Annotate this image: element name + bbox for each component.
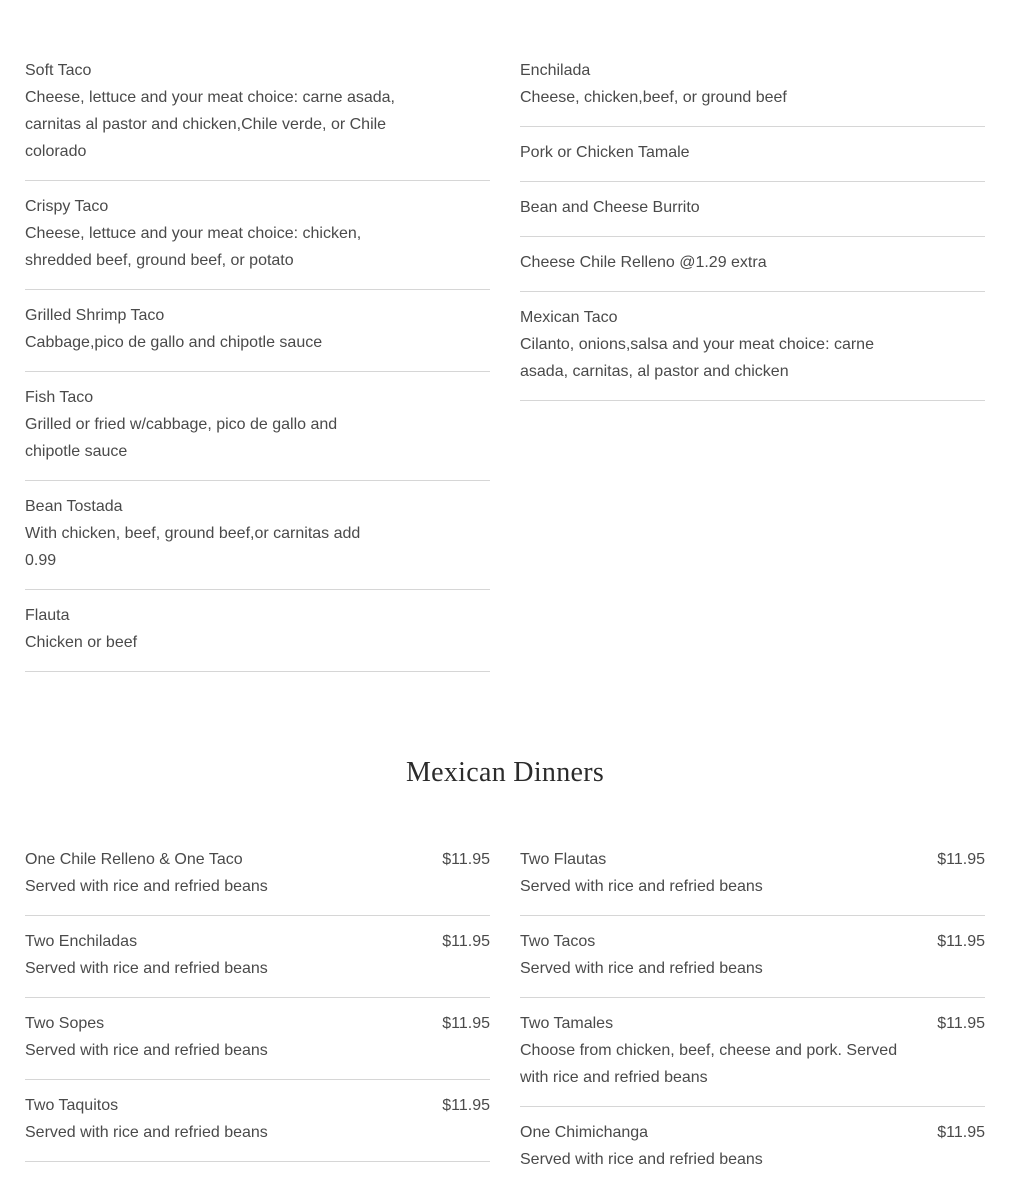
dinners-left-column — [25, 834, 490, 1188]
item-description: Cabbage,pico de gallo and chipotle sauce — [25, 334, 323, 351]
dinner-item-chile-relleno-taco — [25, 834, 490, 916]
item-name: One Chimichanga — [520, 1124, 649, 1141]
menu-item-enchilada — [520, 45, 985, 127]
dinner-item-two-tamales — [520, 998, 985, 1107]
item-name: Grilled Shrimp Taco — [25, 307, 165, 324]
item-price: $11.95 — [442, 1015, 490, 1032]
item-price: $11.95 — [937, 1124, 985, 1141]
menu-item-flauta — [25, 590, 490, 672]
right-column — [520, 45, 985, 672]
item-price: $11.95 — [442, 851, 490, 868]
item-name: Flauta — [25, 607, 70, 624]
menu-item-crispy-taco — [25, 181, 490, 290]
item-name: Two Tacos — [520, 933, 596, 950]
item-description: Served with rice and refried beans — [520, 878, 763, 895]
item-description: Served with rice and refried beans — [25, 878, 268, 895]
menu-item-chile-relleno — [520, 237, 985, 292]
item-description: Served with rice and refried beans — [25, 1124, 268, 1141]
item-name: Bean Tostada — [25, 498, 123, 515]
a-la-carte-grid — [25, 45, 985, 672]
item-name: Fish Taco — [25, 389, 94, 406]
item-name: Mexican Taco — [520, 309, 618, 326]
item-name: Two Taquitos — [25, 1097, 119, 1114]
menu-item-soft-taco — [25, 45, 490, 181]
menu-item-fish-taco — [25, 372, 490, 481]
dinner-item-two-taquitos — [25, 1080, 490, 1162]
dinner-item-one-chimichanga — [520, 1107, 985, 1188]
dinner-item-two-tacos — [520, 916, 985, 998]
item-name: Two Enchiladas — [25, 933, 138, 950]
item-description: Cheese, lettuce and your meat choice: carne asada, carnitas al pastor and chicken,Chile verde, or Chile colorado — [25, 89, 395, 160]
dinner-item-two-sopes — [25, 998, 490, 1080]
item-name: Enchilada — [520, 62, 591, 79]
dinner-item-two-enchiladas — [25, 916, 490, 998]
item-description: Served with rice and refried beans — [520, 960, 763, 977]
item-description: Cheese, lettuce and your meat choice: chicken, shredded beef, ground beef, or potato — [25, 225, 362, 269]
item-description: With chicken, beef, ground beef,or carnitas add 0.99 — [25, 525, 361, 569]
item-name: One Chile Relleno & One Taco — [25, 851, 243, 868]
dinners-right-column — [520, 834, 985, 1188]
item-description: Grilled or fried w/cabbage, pico de gallo and chipotle sauce — [25, 416, 338, 460]
item-description: Choose from chicken, beef, cheese and pork. Served with rice and refried beans — [520, 1042, 898, 1086]
item-name: Soft Taco — [25, 62, 92, 79]
menu-item-tamale — [520, 127, 985, 182]
section-title-mexican-dinners: Mexican Dinners — [405, 757, 605, 788]
item-name: Two Sopes — [25, 1015, 105, 1032]
item-price: $11.95 — [937, 933, 985, 950]
item-description: Served with rice and refried beans — [25, 960, 268, 977]
item-name: Two Tamales — [520, 1015, 614, 1032]
item-name: Crispy Taco — [25, 198, 109, 215]
menu-item-grilled-shrimp-taco — [25, 290, 490, 372]
left-column — [25, 45, 490, 672]
item-price: $11.95 — [937, 1015, 985, 1032]
item-price: $11.95 — [442, 1097, 490, 1114]
menu-item-bean-cheese-burrito — [520, 182, 985, 237]
mexican-dinners-grid — [25, 834, 985, 1188]
item-description: Served with rice and refried beans — [25, 1042, 268, 1059]
item-name: Cheese Chile Relleno @1.29 extra — [520, 254, 767, 271]
item-price: $11.95 — [442, 933, 490, 950]
item-description: Chicken or beef — [25, 634, 138, 651]
item-description: Cheese, chicken,beef, or ground beef — [520, 89, 787, 106]
item-price: $11.95 — [937, 851, 985, 868]
dinner-item-two-flautas — [520, 834, 985, 916]
item-name: Bean and Cheese Burrito — [520, 199, 700, 216]
menu-item-mexican-taco — [520, 292, 985, 401]
item-name: Two Flautas — [520, 851, 607, 868]
menu-item-bean-tostada — [25, 481, 490, 590]
item-description: Cilanto, onions,salsa and your meat choice: carne asada, carnitas, al pastor and chicken — [520, 336, 874, 380]
item-name: Pork or Chicken Tamale — [520, 144, 690, 161]
item-description: Served with rice and refried beans — [520, 1151, 763, 1168]
